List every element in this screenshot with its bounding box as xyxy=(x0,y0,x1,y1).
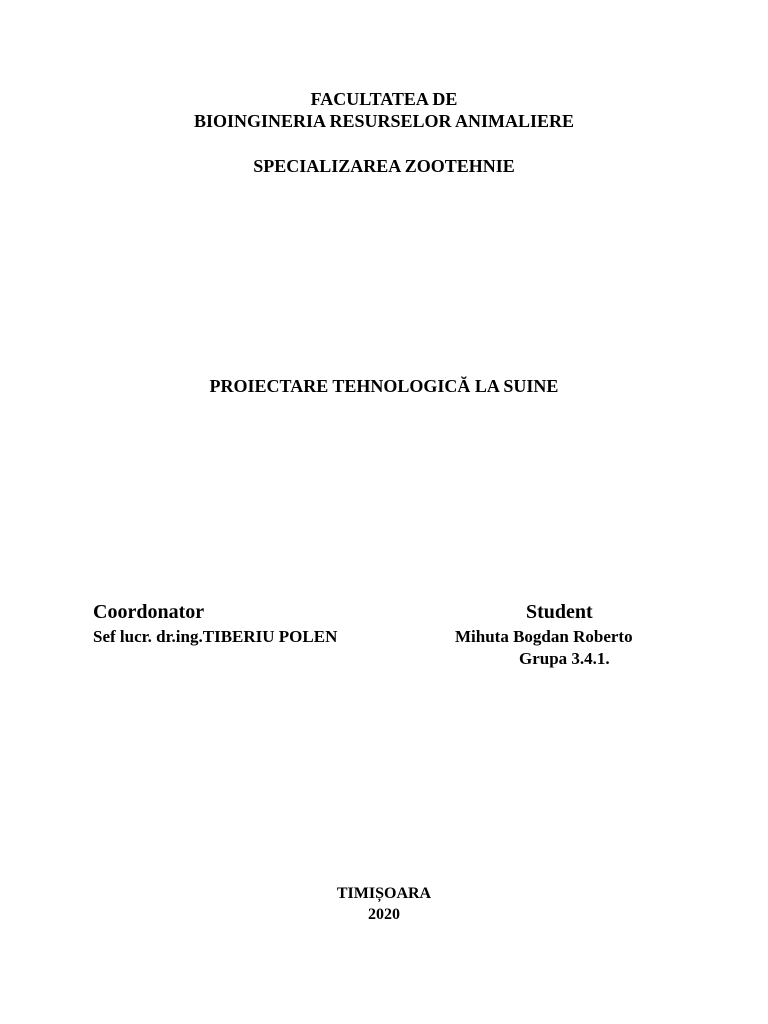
document-title: PROIECTARE TEHNOLOGICĂ LA SUINE xyxy=(209,376,559,396)
faculty-line-1: FACULTATEA DE xyxy=(310,89,458,109)
student-group: Grupa 3.4.1. xyxy=(519,649,610,668)
student-heading: Student xyxy=(526,601,593,623)
footer-year: 2020 xyxy=(368,906,400,923)
coordinator-name: Sef lucr. dr.ing.TIBERIU POLEN xyxy=(93,627,338,646)
faculty-line-2: BIOINGINERIA RESURSELOR ANIMALIERE xyxy=(193,111,575,131)
student-name: Mihuta Bogdan Roberto xyxy=(455,627,633,646)
footer-city: TIMIȘOARA xyxy=(336,885,432,902)
coordinator-heading: Coordonator xyxy=(93,601,205,623)
specialization-line: SPECIALIZAREA ZOOTEHNIE xyxy=(253,156,515,176)
